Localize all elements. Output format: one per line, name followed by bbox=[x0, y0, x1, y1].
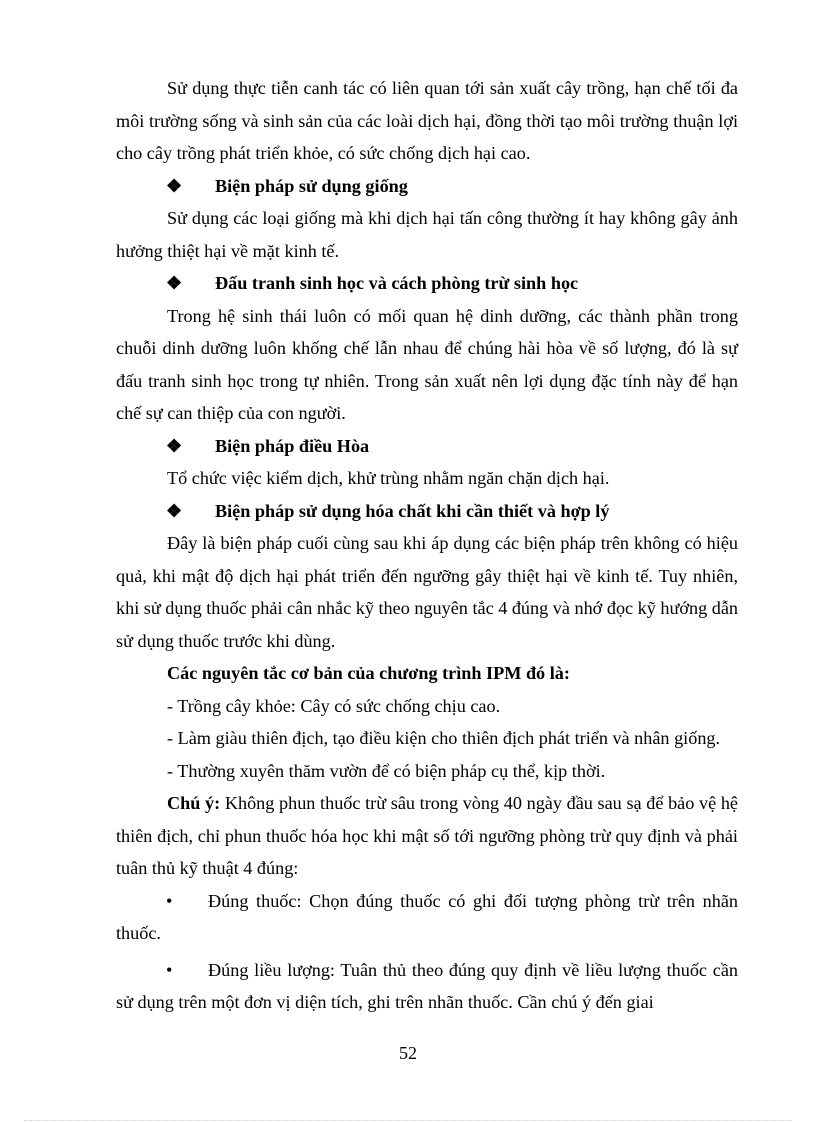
principle-item: - Làm giàu thiên địch, tạo điều kiện cho thiên địch phát triển và nhân giống. bbox=[167, 728, 721, 748]
bullet-dot-icon: • bbox=[166, 959, 173, 980]
paragraph-chemical: Đây là biện pháp cuối cùng sau khi áp dụng các biện pháp trên không có hiệu quả, khi mật độ dịch hại phát triển đến ngưỡng gây thiệt hại về kinh tế. Tuy nhiên, khi sử dụng thuốc phải cân nhắc kỹ theo nguyên tắc 4 đúng và nhớ đọc kỹ hướng dẫn sử dụng thuốc trước khi dùng. bbox=[116, 533, 738, 651]
section-heading-regulation bbox=[116, 430, 738, 463]
heading-text: Đấu tranh sinh học và cách phòng trừ sinh học bbox=[215, 273, 579, 293]
rule-text: Đúng thuốc: Chọn đúng thuốc có ghi đối tượng phòng trừ trên nhãn thuốc. bbox=[116, 890, 738, 943]
rule-item bbox=[116, 954, 738, 1019]
paragraph-regulation: Tổ chức việc kiểm dịch, khử trùng nhằm ngăn chặn dịch hại. bbox=[167, 468, 610, 488]
diamond-bullet-icon: ❖ bbox=[166, 500, 183, 521]
section-heading-biological bbox=[116, 267, 738, 300]
principle-item: - Trồng cây khỏe: Cây có sức chống chịu cao. bbox=[167, 695, 501, 716]
rule-text: Đúng liều lượng: Tuân thủ theo đúng quy định về liều lượng thuốc cần sử dụng trên một đơn vị diện tích, ghi trên nhãn thuốc. Cần chú ý đến giai bbox=[116, 959, 738, 1012]
section-heading-varieties bbox=[116, 170, 738, 203]
note-text: Không phun thuốc trừ sâu trong vòng 40 ngày đầu sau sạ để bảo vệ hệ thiên địch, chỉ phun thuốc hóa học khi mật số tới ngưỡng phòng trừ quy định và phải tuân thủ kỹ thuật 4 đúng: bbox=[116, 793, 738, 878]
page-bottom-divider bbox=[24, 1120, 792, 1121]
paragraph-biological: Trong hệ sinh thái luôn có mối quan hệ dinh dưỡng, các thành phần trong chuỗi dinh dưỡng luôn khống chế lẫn nhau để chúng hài hòa về số lượng, đó là sự đấu tranh sinh học trong tự nhiên. Trong sản xuất nên lợi dụng đặc tính này để hạn chế sự can thiệp của con người. bbox=[116, 305, 738, 423]
diamond-bullet-icon: ❖ bbox=[166, 435, 183, 456]
rule-item bbox=[116, 885, 738, 950]
paragraph-cultivation: Sử dụng thực tiễn canh tác có liên quan tới sản xuất cây trồng, hạn chế tối đa môi trường sống và sinh sản của các loài dịch hại, đồng thời tạo môi trường thuận lợi cho cây trồng phát triển khỏe, có sức chống dịch hại cao. bbox=[116, 78, 738, 163]
bullet-dot-icon: • bbox=[166, 890, 173, 911]
note-paragraph bbox=[116, 787, 738, 885]
page-number: 52 bbox=[399, 1043, 417, 1063]
heading-text: Biện pháp điều Hòa bbox=[215, 435, 370, 456]
note-label: Chú ý: bbox=[167, 793, 221, 813]
page-body bbox=[116, 72, 738, 1019]
section-heading-chemical bbox=[116, 495, 738, 528]
principle-item: - Thường xuyên thăm vườn để có biện pháp cụ thể, kịp thời. bbox=[167, 760, 606, 781]
diamond-bullet-icon: ❖ bbox=[166, 273, 183, 293]
diamond-bullet-icon: ❖ bbox=[166, 175, 183, 196]
principles-heading: Các nguyên tắc cơ bản của chương trình IPM đó là: bbox=[167, 663, 570, 683]
heading-text: Biện pháp sử dụng hóa chất khi cần thiết và hợp lý bbox=[215, 500, 610, 521]
heading-text: Biện pháp sử dụng giống bbox=[215, 175, 408, 196]
paragraph-varieties: Sử dụng các loại giống mà khi dịch hại tấn công thường ít hay không gây ảnh hưởng thiệt hại về mặt kinh tế. bbox=[116, 208, 738, 261]
